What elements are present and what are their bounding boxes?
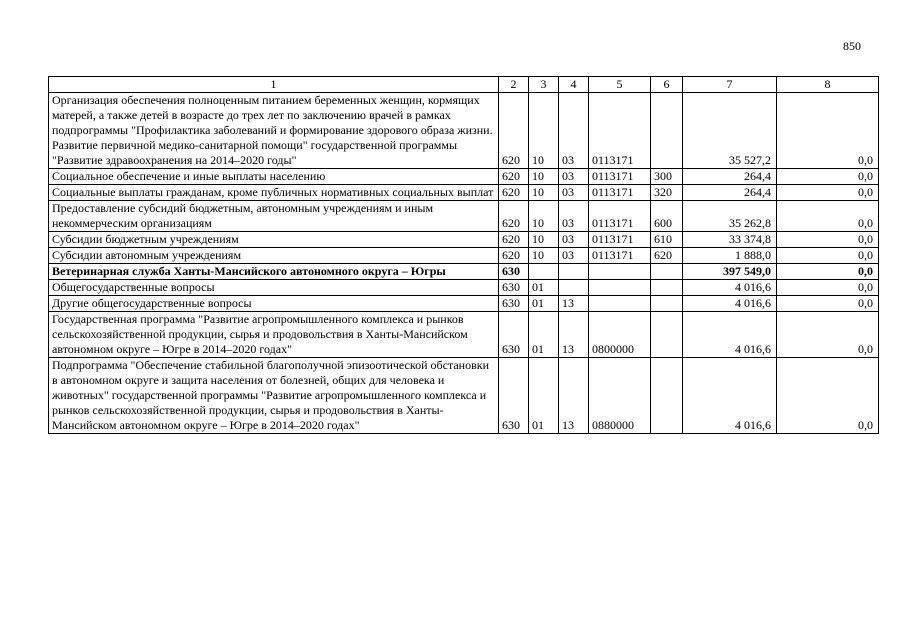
row-col-3: 10 bbox=[529, 93, 559, 169]
row-name: Государственная программа "Развитие агропромышленного комплекса и рынков сельскохозяйственной продукции, сырья и продовольствия в Ханты-Мансийском автономном округе – Югре в 2014–2020 годах" bbox=[49, 312, 499, 358]
row-col-2: 620 bbox=[499, 232, 529, 248]
row-col-4: 03 bbox=[559, 201, 589, 232]
row-col-7: 264,4 bbox=[683, 169, 777, 185]
row-col-3: 10 bbox=[529, 201, 559, 232]
row-name: Другие общегосударственные вопросы bbox=[49, 296, 499, 312]
row-col-4: 13 bbox=[559, 312, 589, 358]
row-col-8: 0,0 bbox=[777, 201, 879, 232]
row-col-6 bbox=[651, 93, 683, 169]
row-name: Субсидии автономным учреждениям bbox=[49, 248, 499, 264]
row-col-6: 320 bbox=[651, 185, 683, 201]
row-col-5: 0113171 bbox=[589, 201, 651, 232]
table-row bbox=[49, 232, 879, 248]
header-col-2: 2 bbox=[499, 77, 529, 93]
row-col-2: 630 bbox=[499, 264, 529, 280]
row-col-4: 03 bbox=[559, 248, 589, 264]
header-col-6: 6 bbox=[651, 77, 683, 93]
row-col-3: 01 bbox=[529, 312, 559, 358]
row-col-6: 600 bbox=[651, 201, 683, 232]
table-row bbox=[49, 185, 879, 201]
row-col-8: 0,0 bbox=[777, 248, 879, 264]
row-name: Предоставление субсидий бюджетным, автономным учреждениям и иным некоммерческим организациям bbox=[49, 201, 499, 232]
row-col-2: 630 bbox=[499, 280, 529, 296]
table-row bbox=[49, 201, 879, 232]
row-col-4: 03 bbox=[559, 169, 589, 185]
row-col-3: 10 bbox=[529, 248, 559, 264]
table-row bbox=[49, 169, 879, 185]
row-col-6 bbox=[651, 358, 683, 434]
row-col-7: 397 549,0 bbox=[683, 264, 777, 280]
row-name: Подпрограмма "Обеспечение стабильной благополучной эпизоотической обстановки в автономном округе и защита населения от болезней, общих для человека и животных" государственной программы "Развитие агропромышленного комплекса и рынков сельскохозяйственной продукции, сырья и продовольствия в Ханты-Мансийском автономном округе – Югре в 2014–2020 годах" bbox=[49, 358, 499, 434]
row-col-5: 0113171 bbox=[589, 232, 651, 248]
row-col-8: 0,0 bbox=[777, 169, 879, 185]
row-col-8: 0,0 bbox=[777, 93, 879, 169]
row-col-6: 610 bbox=[651, 232, 683, 248]
row-col-2: 620 bbox=[499, 185, 529, 201]
row-col-5: 0113171 bbox=[589, 93, 651, 169]
row-col-8: 0,0 bbox=[777, 312, 879, 358]
row-name: Социальное обеспечение и иные выплаты населению bbox=[49, 169, 499, 185]
row-col-7: 4 016,6 bbox=[683, 358, 777, 434]
row-col-8: 0,0 bbox=[777, 264, 879, 280]
header-col-4: 4 bbox=[559, 77, 589, 93]
row-col-4: 13 bbox=[559, 296, 589, 312]
row-col-5: 0880000 bbox=[589, 358, 651, 434]
header-col-7: 7 bbox=[683, 77, 777, 93]
row-col-4 bbox=[559, 264, 589, 280]
table-row bbox=[49, 312, 879, 358]
row-col-6: 620 bbox=[651, 248, 683, 264]
row-col-7: 35 262,8 bbox=[683, 201, 777, 232]
row-col-7: 35 527,2 bbox=[683, 93, 777, 169]
row-name: Субсидии бюджетным учреждениям bbox=[49, 232, 499, 248]
row-name: Ветеринарная служба Ханты-Мансийского автономного округа – Югры bbox=[49, 264, 499, 280]
row-col-7: 264,4 bbox=[683, 185, 777, 201]
row-col-8: 0,0 bbox=[777, 358, 879, 434]
row-col-4: 03 bbox=[559, 185, 589, 201]
row-col-2: 630 bbox=[499, 312, 529, 358]
row-col-5 bbox=[589, 264, 651, 280]
row-col-3: 01 bbox=[529, 280, 559, 296]
row-col-2: 630 bbox=[499, 296, 529, 312]
row-col-2: 630 bbox=[499, 358, 529, 434]
row-col-5: 0800000 bbox=[589, 312, 651, 358]
row-col-5 bbox=[589, 280, 651, 296]
budget-table bbox=[48, 76, 879, 434]
row-col-7: 1 888,0 bbox=[683, 248, 777, 264]
table-row-section bbox=[49, 264, 879, 280]
row-col-2: 620 bbox=[499, 93, 529, 169]
row-col-8: 0,0 bbox=[777, 185, 879, 201]
row-col-2: 620 bbox=[499, 201, 529, 232]
row-col-3: 10 bbox=[529, 185, 559, 201]
row-col-2: 620 bbox=[499, 248, 529, 264]
row-col-5: 0113171 bbox=[589, 169, 651, 185]
header-row bbox=[49, 77, 879, 93]
row-col-7: 4 016,6 bbox=[683, 280, 777, 296]
row-col-4: 03 bbox=[559, 93, 589, 169]
row-col-7: 4 016,6 bbox=[683, 312, 777, 358]
row-col-4: 13 bbox=[559, 358, 589, 434]
row-col-8: 0,0 bbox=[777, 280, 879, 296]
header-col-3: 3 bbox=[529, 77, 559, 93]
table-row bbox=[49, 296, 879, 312]
row-col-5 bbox=[589, 296, 651, 312]
table-body bbox=[49, 93, 879, 434]
header-col-8: 8 bbox=[777, 77, 879, 93]
row-name: Социальные выплаты гражданам, кроме публичных нормативных социальных выплат bbox=[49, 185, 499, 201]
row-col-6 bbox=[651, 280, 683, 296]
row-col-3: 10 bbox=[529, 169, 559, 185]
row-col-6: 300 bbox=[651, 169, 683, 185]
row-col-3 bbox=[529, 264, 559, 280]
row-col-5: 0113171 bbox=[589, 185, 651, 201]
row-col-4: 03 bbox=[559, 232, 589, 248]
row-col-3: 01 bbox=[529, 296, 559, 312]
row-col-7: 4 016,6 bbox=[683, 296, 777, 312]
table-row bbox=[49, 280, 879, 296]
row-col-8: 0,0 bbox=[777, 296, 879, 312]
table-row bbox=[49, 93, 879, 169]
row-name: Организация обеспечения полноценным питанием беременных женщин, кормящих матерей, а также детей в возрасте до трех лет по заключению врачей в рамках подпрограммы "Профилактика заболеваний и формирование здорового образа жизни. Развитие первичной медико-санитарной помощи" государственной программы "Развитие здравоохранения на 2014–2020 годы" bbox=[49, 93, 499, 169]
row-col-6 bbox=[651, 296, 683, 312]
row-col-2: 620 bbox=[499, 169, 529, 185]
row-col-3: 01 bbox=[529, 358, 559, 434]
header-col-5: 5 bbox=[589, 77, 651, 93]
row-name: Общегосударственные вопросы bbox=[49, 280, 499, 296]
row-col-8: 0,0 bbox=[777, 232, 879, 248]
row-col-5: 0113171 bbox=[589, 248, 651, 264]
row-col-7: 33 374,8 bbox=[683, 232, 777, 248]
table-row bbox=[49, 248, 879, 264]
page-number: 850 bbox=[843, 39, 861, 53]
row-col-6 bbox=[651, 264, 683, 280]
table-row bbox=[49, 358, 879, 434]
row-col-6 bbox=[651, 312, 683, 358]
header-col-1: 1 bbox=[49, 77, 499, 93]
row-col-4 bbox=[559, 280, 589, 296]
table-header bbox=[49, 77, 879, 93]
row-col-3: 10 bbox=[529, 232, 559, 248]
